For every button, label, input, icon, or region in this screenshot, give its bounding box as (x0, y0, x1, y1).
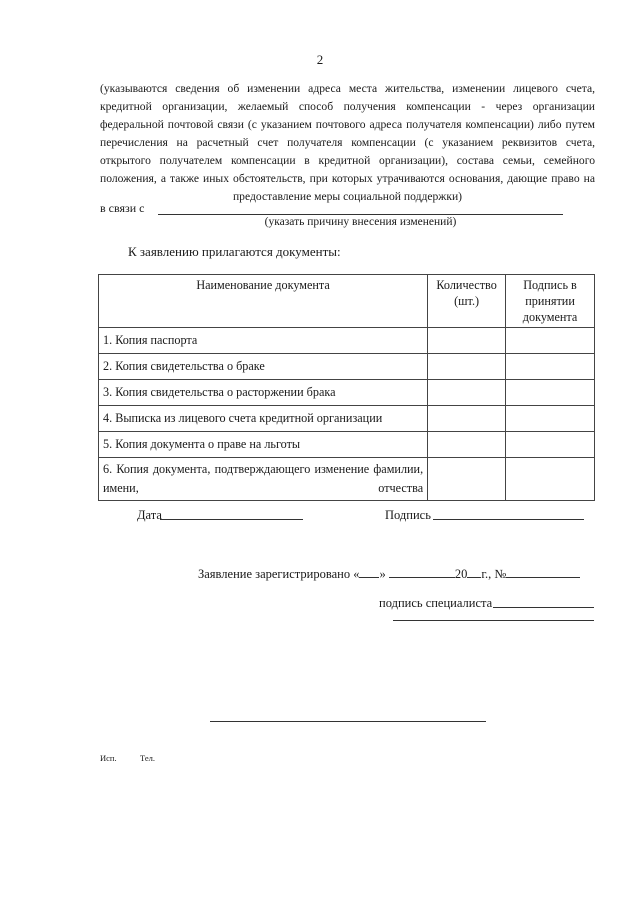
quantity-cell[interactable] (428, 328, 506, 354)
signature-label: Подпись (385, 508, 431, 522)
document-name: 1. Копия паспорта (99, 328, 428, 354)
registration-number-field[interactable] (506, 565, 580, 578)
date-field[interactable] (160, 519, 303, 520)
specialist-signature-field[interactable] (493, 607, 594, 608)
document-name: 2. Копия свидетельства о браке (99, 354, 428, 380)
instructions-paragraph: (указываются сведения об изменении адреса места жительства, изменении лицевого счета, кредитной организации, желаемый способ получения компенсации - через организации федеральной почтовой связи (с указанием почтового адреса получателя компенсации) либо путем перечисления на расчетный счет получателя компенсации (с указанием реквизитов счета, открытого получателем компенсации в кредитной организации), состава семьи, семейного положения, а также иных обстоятельств, при которых утрачиваются основания, дающие право на предоставление меры социальной поддержки) (100, 82, 595, 203)
reason-label: в связи с (100, 201, 145, 215)
table-row (99, 354, 595, 380)
footer-phone: Тел. (140, 753, 156, 763)
header-document-name: Наименование документа (99, 275, 428, 328)
specialist-signature-label: подпись специалиста (379, 596, 493, 610)
signature-cell[interactable] (506, 380, 595, 406)
registration-year-suffix: г., № (481, 567, 507, 581)
registration-month-field[interactable] (389, 565, 455, 578)
registration-year-field[interactable] (467, 565, 481, 578)
attachments-intro: К заявлению прилагаются документы: (128, 244, 341, 259)
registration-line (198, 565, 580, 582)
quantity-cell[interactable] (428, 432, 506, 458)
header-quantity: Количество (шт.) (428, 275, 506, 328)
table-header-row (99, 275, 595, 328)
signature-cell[interactable] (506, 328, 595, 354)
page-number: 2 (316, 52, 324, 67)
footer-executor: Исп. (100, 753, 117, 763)
table-row (99, 406, 595, 432)
quantity-cell[interactable] (428, 354, 506, 380)
reason-hint: (указать причину внесения изменений) (264, 216, 457, 228)
header-signature: Подпись в принятии документа (506, 275, 595, 328)
quantity-cell[interactable] (428, 406, 506, 432)
date-label: Дата (137, 508, 162, 522)
documents-table (98, 274, 595, 501)
signature-cell[interactable] (506, 354, 595, 380)
document-name: 3. Копия свидетельства о расторжении брака (99, 380, 428, 406)
registration-year-prefix: 20 (454, 567, 468, 581)
document-name: 5. Копия документа о праве на льготы (99, 432, 428, 458)
table-row (99, 432, 595, 458)
signature-field[interactable] (433, 519, 584, 520)
document-name: 6. Копия документа, подтверждающего изменение фамилии, имени, отчества (99, 458, 428, 501)
registration-prefix: Заявление зарегистрировано « (198, 567, 360, 581)
bottom-divider (210, 721, 486, 722)
signature-cell[interactable] (506, 406, 595, 432)
registration-day-field[interactable] (359, 565, 379, 578)
table-row (99, 380, 595, 406)
registration-quote-close: » (379, 567, 386, 581)
quantity-cell[interactable] (428, 380, 506, 406)
document-name: 4. Выписка из лицевого счета кредитной организации (99, 406, 428, 432)
reason-field[interactable] (158, 214, 563, 215)
signature-cell[interactable] (506, 432, 595, 458)
specialist-name-field[interactable] (393, 620, 594, 621)
signature-cell[interactable] (506, 458, 595, 501)
table-row (99, 458, 595, 501)
table-row (99, 328, 595, 354)
quantity-cell[interactable] (428, 458, 506, 501)
